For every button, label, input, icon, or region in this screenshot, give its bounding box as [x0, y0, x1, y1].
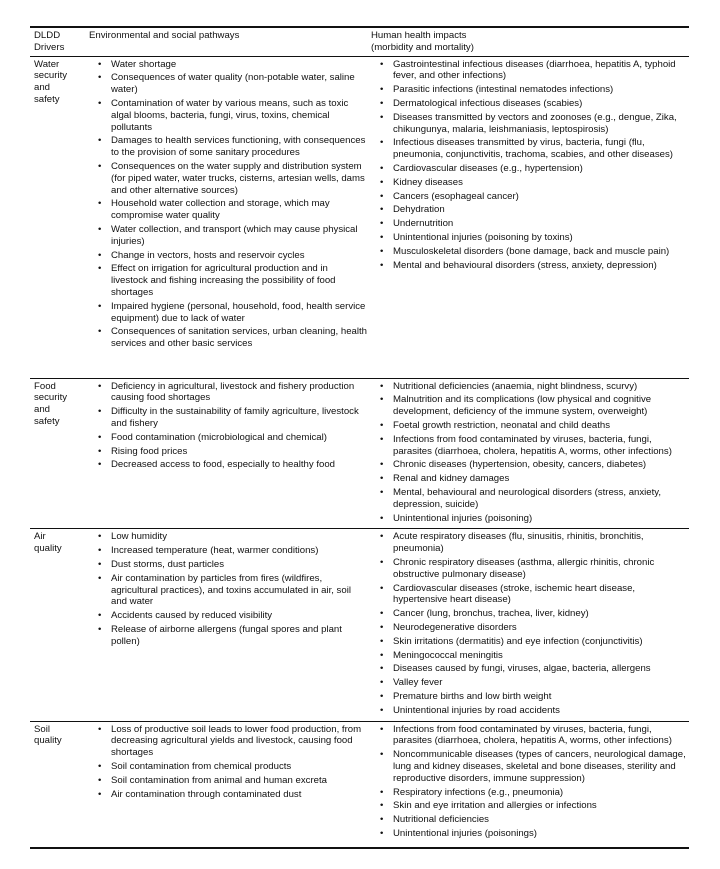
impact-item: • Infectious diseases transmitted by virus, bacteria, fungi (flu, pneumonia, conjunctivitis, trachoma, scabies, and other diseases) [393, 137, 689, 161]
impacts-cell [367, 529, 689, 721]
impact-item: • Diseases transmitted by vectors and zoonoses (e.g., dengue, Zika, chikungunya, malaria, leishmaniasis, leptospirosis) [393, 112, 689, 136]
impact-item: • Unintentional injuries by road accidents [393, 705, 689, 717]
table-row [30, 378, 689, 529]
pathways-cell [85, 721, 367, 848]
impact-item: • Nutritional deficiencies (anaemia, night blindness, scurvy) [393, 381, 689, 393]
impact-item: • Meningococcal meningitis [393, 650, 689, 662]
driver-cell: Air quality [34, 531, 62, 555]
impacts-cell [367, 721, 689, 848]
pathways-list [89, 724, 367, 801]
pathway-item: • Change in vectors, hosts and reservoir cycles [111, 250, 367, 262]
impacts-cell [367, 378, 689, 529]
impact-item: • Foetal growth restriction, neonatal and child deaths [393, 420, 689, 432]
impact-item: • Acute respiratory diseases (flu, sinusitis, rhinitis, bronchitis, pneumonia) [393, 531, 689, 555]
pathway-item: • Damages to health services functioning, with consequences to the provision of some sanitary procedures [111, 135, 367, 159]
impact-item: • Neurodegenerative disorders [393, 622, 689, 634]
impact-item: • Nutritional deficiencies [393, 814, 689, 826]
header-drivers: DLDD Drivers [30, 27, 85, 56]
pathway-item: • Water collection, and transport (which may cause physical injuries) [111, 224, 367, 248]
impact-item: • Unintentional injuries (poisoning by toxins) [393, 232, 689, 244]
pathway-item: • Air contamination through contaminated dust [111, 789, 367, 801]
impact-item: • Undernutrition [393, 218, 689, 230]
impact-item: • Gastrointestinal infectious diseases (diarrhoea, hepatitis A, typhoid fever, and other infections) [393, 59, 689, 83]
impact-item: • Cardiovascular diseases (e.g., hypertension) [393, 163, 689, 175]
impact-item: • Diseases caused by fungi, viruses, algae, bacteria, allergens [393, 663, 689, 675]
pathway-item: • Low humidity [111, 531, 367, 543]
impact-item: • Valley fever [393, 677, 689, 689]
pathway-item: • Consequences of sanitation services, urban cleaning, health services and other basic services [111, 326, 367, 350]
impact-item: • Mental, behavioural and neurological disorders (stress, anxiety, depression, suicide) [393, 487, 689, 511]
impact-item: • Dehydration [393, 204, 689, 216]
impact-item: • Cancer (lung, bronchus, trachea, liver, kidney) [393, 608, 689, 620]
pathway-item: • Deficiency in agricultural, livestock and fishery production causing food shortages [111, 381, 367, 405]
pathway-item: • Contamination of water by various means, such as toxic algal blooms, bacteria, fungi, virus, toxins, chemical pollutants [111, 98, 367, 133]
pathway-item: • Impaired hygiene (personal, household, food, health service equipment) due to lack of water [111, 301, 367, 325]
impact-item: • Chronic diseases (hypertension, obesity, cancers, diabetes) [393, 459, 689, 471]
table-row [30, 721, 689, 848]
pathway-item: • Water shortage [111, 59, 367, 71]
impact-item: • Cancers (esophageal cancer) [393, 191, 689, 203]
pathways-list [89, 59, 367, 350]
impact-item: • Musculoskeletal disorders (bone damage, back and muscle pain) [393, 246, 689, 258]
impact-item: • Respiratory infections (e.g., pneumonia) [393, 787, 689, 799]
pathway-item: • Decreased access to food, especially to healthy food [111, 459, 367, 471]
pathway-item: • Air contamination by particles from fires (wildfires, agricultural practices), and toxins accumulated in air, soil and water [111, 573, 367, 608]
header-impacts: Human health impacts (morbidity and mortality) [367, 27, 689, 56]
impact-item: • Mental and behavioural disorders (stress, anxiety, depression) [393, 260, 689, 272]
impact-item: • Kidney diseases [393, 177, 689, 189]
impact-item: • Infections from food contaminated by viruses, bacteria, fungi, parasites (diarrhoea, cholera, hepatitis A, worms, other infections) [393, 724, 689, 748]
impact-item: • Cardiovascular diseases (stroke, ischemic heart disease, hypertensive heart disease) [393, 583, 689, 607]
pathway-item: • Household water collection and storage, which may compromise water quality [111, 198, 367, 222]
pathway-item: • Food contamination (microbiological and chemical) [111, 432, 367, 444]
impact-item: • Dermatological infectious diseases (scabies) [393, 98, 689, 110]
table-body [30, 56, 689, 847]
impact-item: • Unintentional injuries (poisonings) [393, 828, 689, 840]
impacts-list [371, 59, 689, 272]
impacts-list [371, 531, 689, 716]
table-row [30, 56, 689, 378]
pathways-cell [85, 378, 367, 529]
impact-item: • Chronic respiratory diseases (asthma, allergic rhinitis, chronic obstructive pulmonary disease) [393, 557, 689, 581]
driver-cell: Food security and safety [34, 380, 68, 427]
pathways-cell [85, 56, 367, 378]
impact-item: • Infections from food contaminated by viruses, bacteria, fungi, parasites (diarrhoea, cholera, hepatitis A, worms, other infections) [393, 434, 689, 458]
impacts-cell [367, 56, 689, 378]
impact-item: • Premature births and low birth weight [393, 691, 689, 703]
impact-item: • Skin and eye irritation and allergies or infections [393, 800, 689, 812]
impacts-list [371, 381, 689, 525]
pathways-list [89, 531, 367, 647]
pathway-item: • Consequences on the water supply and distribution system (for piped water, water trucks, cisterns, artesian wells, dams and other alternative sources) [111, 161, 367, 196]
pathway-item: • Dust storms, dust particles [111, 559, 367, 571]
impact-item: • Skin irritations (dermatitis) and eye infection (conjunctivitis) [393, 636, 689, 648]
table-header [30, 27, 689, 56]
impact-item: • Noncommunicable diseases (types of cancers, neurological damage, lung and kidney diseases, skeletal and bone diseases, sterility and reproductive disorders, immune suppression) [393, 749, 689, 784]
impact-item: • Unintentional injuries (poisoning) [393, 513, 689, 525]
table-row [30, 529, 689, 721]
pathway-item: • Soil contamination from chemical products [111, 761, 367, 773]
pathway-item: • Release of airborne allergens (fungal spores and plant pollen) [111, 624, 367, 648]
driver-cell: Water security and safety [34, 58, 68, 105]
impact-item: • Parasitic infections (intestinal nematodes infections) [393, 84, 689, 96]
pathway-item: • Rising food prices [111, 446, 367, 458]
pathway-item: • Soil contamination from animal and human excreta [111, 775, 367, 787]
pathways-list [89, 381, 367, 472]
pathway-item: • Consequences of water quality (non-potable water, saline water) [111, 72, 367, 96]
pathway-item: • Increased temperature (heat, warmer conditions) [111, 545, 367, 557]
pathways-cell [85, 529, 367, 721]
pathway-item: • Loss of productive soil leads to lower food production, from decreasing agricultural yields and livestock, causing food shortages [111, 724, 367, 759]
pathway-item: • Effect on irrigation for agricultural production and in livestock and fishing increasing the possibility of food shortages [111, 263, 367, 298]
header-pathways: Environmental and social pathways [85, 27, 367, 56]
pathway-item: • Difficulty in the sustainability of family agriculture, livestock and fishery [111, 406, 367, 430]
impact-item: • Malnutrition and its complications (low physical and cognitive development, deficiency of the immune system, overweight) [393, 394, 689, 418]
pathway-item: • Accidents caused by reduced visibility [111, 610, 367, 622]
impact-item: • Renal and kidney damages [393, 473, 689, 485]
dldd-health-table [30, 26, 689, 849]
driver-cell: Soil quality [34, 723, 62, 747]
impacts-list [371, 724, 689, 840]
